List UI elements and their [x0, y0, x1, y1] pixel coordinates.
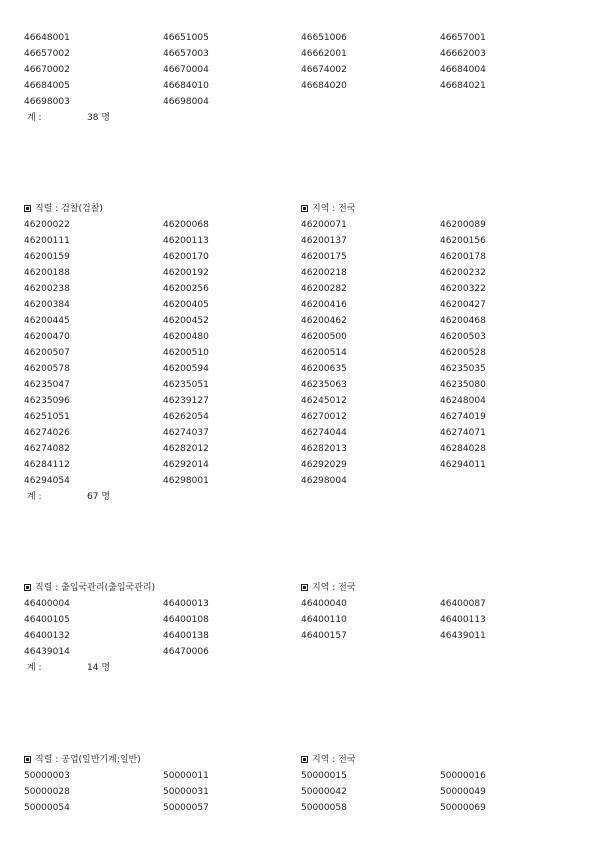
exam-number: 46282013: [301, 444, 347, 454]
number-grid: [24, 768, 584, 816]
number-row: [24, 46, 584, 62]
exam-number: 46200282: [301, 284, 347, 294]
exam-number: 46274026: [24, 428, 70, 438]
section-header: [24, 201, 584, 217]
exam-number: 46251051: [24, 412, 70, 422]
exam-number: 46200188: [24, 268, 70, 278]
exam-number: 50000042: [301, 787, 347, 797]
exam-number: 50000016: [440, 771, 486, 781]
exam-number: 46200470: [24, 332, 70, 342]
exam-number: 46200218: [301, 268, 347, 278]
number-row: [24, 441, 584, 457]
number-row: [24, 78, 584, 94]
exam-number: 46200192: [163, 268, 209, 278]
exam-number: 46200468: [440, 316, 486, 326]
exam-number: 46684005: [24, 81, 70, 91]
number-row: [24, 393, 584, 409]
exam-number: 46657002: [24, 49, 70, 59]
exam-number: 46400110: [301, 615, 347, 625]
exam-number: 46262054: [163, 412, 209, 422]
region-label: [301, 580, 356, 596]
number-row: [24, 313, 584, 329]
exam-number: 46200111: [24, 236, 70, 246]
number-row: [24, 473, 584, 489]
exam-number: 46674002: [301, 65, 347, 75]
number-row: [24, 62, 584, 78]
exam-number: 46200500: [301, 332, 347, 342]
number-row: [24, 249, 584, 265]
exam-number: 46235035: [440, 364, 486, 374]
exam-number: 46239127: [163, 396, 209, 406]
exam-number: 46648001: [24, 33, 70, 43]
exam-number: 50000069: [440, 803, 486, 813]
region-label-text: 지역 : 전국: [312, 583, 356, 593]
section-header: [24, 752, 584, 768]
filled-square-bullet-icon: [301, 756, 308, 763]
exam-number: 46248004: [440, 396, 486, 406]
exam-number: 46274044: [301, 428, 347, 438]
section-total: [24, 489, 584, 505]
exam-number: 50000058: [301, 803, 347, 813]
filled-square-bullet-icon: [24, 756, 31, 763]
exam-number: 46200068: [163, 220, 209, 230]
section-header: [24, 580, 584, 596]
exam-number: 46292029: [301, 460, 347, 470]
exam-number: 46698003: [24, 97, 70, 107]
result-section-prosecution: [24, 201, 584, 505]
exam-number: 46684004: [440, 65, 486, 75]
number-row: [24, 768, 584, 784]
exam-number: 46284112: [24, 460, 70, 470]
exam-number: 46200178: [440, 252, 486, 262]
exam-number: 46670004: [163, 65, 209, 75]
region-label: [301, 201, 356, 217]
number-row: [24, 425, 584, 441]
number-row: [24, 329, 584, 345]
exam-number: 46684020: [301, 81, 347, 91]
number-row: [24, 628, 584, 644]
section-total: [24, 660, 584, 676]
exam-number: 46245012: [301, 396, 347, 406]
number-row: [24, 612, 584, 628]
job-category-label-text: 직렬 : 출입국관리(출입국관리): [35, 583, 156, 593]
exam-number: 46400132: [24, 631, 70, 641]
exam-number: 46200175: [301, 252, 347, 262]
exam-number: 46200480: [163, 332, 209, 342]
exam-number: 46400105: [24, 615, 70, 625]
exam-number: 46200089: [440, 220, 486, 230]
number-row: [24, 265, 584, 281]
exam-number: 46400004: [24, 599, 70, 609]
exam-number: 46400013: [163, 599, 209, 609]
filled-square-bullet-icon: [24, 205, 31, 212]
exam-number: 46400157: [301, 631, 347, 641]
exam-number: 46235047: [24, 380, 70, 390]
exam-number: 46200384: [24, 300, 70, 310]
exam-number: 46235063: [301, 380, 347, 390]
exam-number: 46298004: [301, 476, 347, 486]
total-label: 계 :: [27, 492, 42, 502]
exam-number: 46651005: [163, 33, 209, 43]
filled-square-bullet-icon: [301, 584, 308, 591]
result-section-continued: [24, 30, 584, 126]
number-row: [24, 94, 584, 110]
exam-number: 46235096: [24, 396, 70, 406]
exam-number: 46200022: [24, 220, 70, 230]
exam-number: 46200238: [24, 284, 70, 294]
total-label: 계 :: [27, 113, 42, 123]
exam-number: 46274037: [163, 428, 209, 438]
exam-number: 46200427: [440, 300, 486, 310]
exam-number: 46670002: [24, 65, 70, 75]
exam-number: 46294011: [440, 460, 486, 470]
total-count: 38 명: [87, 113, 111, 123]
exam-number: 46200113: [163, 236, 209, 246]
number-row: [24, 217, 584, 233]
exam-number: 50000031: [163, 787, 209, 797]
number-row: [24, 233, 584, 249]
exam-number: 46274071: [440, 428, 486, 438]
exam-number: 46200578: [24, 364, 70, 374]
exam-number: 46657001: [440, 33, 486, 43]
exam-number: 46200071: [301, 220, 347, 230]
exam-number: 46698004: [163, 97, 209, 107]
exam-number: 46662001: [301, 49, 347, 59]
number-row: [24, 30, 584, 46]
exam-number: 46200594: [163, 364, 209, 374]
job-category-label: [24, 580, 155, 596]
exam-number: 46400087: [440, 599, 486, 609]
exam-number: 46235051: [163, 380, 209, 390]
exam-number: 46200514: [301, 348, 347, 358]
exam-number: 46200159: [24, 252, 70, 262]
exam-number: 46651006: [301, 33, 347, 43]
number-row: [24, 409, 584, 425]
number-grid: [24, 596, 584, 660]
job-category-label: [24, 201, 103, 217]
exam-number: 46439014: [24, 647, 70, 657]
number-row: [24, 345, 584, 361]
exam-number: 46298001: [163, 476, 209, 486]
exam-number: 46235080: [440, 380, 486, 390]
exam-number: 46200232: [440, 268, 486, 278]
exam-number: 46200635: [301, 364, 347, 374]
number-row: [24, 800, 584, 816]
exam-number: 46274019: [440, 412, 486, 422]
number-grid: [24, 30, 584, 110]
exam-number: 46200445: [24, 316, 70, 326]
exam-number: 46200510: [163, 348, 209, 358]
number-row: [24, 644, 584, 660]
exam-number: 46200462: [301, 316, 347, 326]
job-category-label-text: 직렬 : 공업(일반기계:일반): [35, 755, 141, 765]
exam-number: 46200137: [301, 236, 347, 246]
exam-number: 46400138: [163, 631, 209, 641]
exam-number: 50000057: [163, 803, 209, 813]
number-row: [24, 596, 584, 612]
exam-number: 46200322: [440, 284, 486, 294]
exam-number: 46200170: [163, 252, 209, 262]
number-row: [24, 361, 584, 377]
exam-number: 46200452: [163, 316, 209, 326]
exam-number: 50000011: [163, 771, 209, 781]
exam-number: 50000015: [301, 771, 347, 781]
exam-number: 46200416: [301, 300, 347, 310]
region-label-text: 지역 : 전국: [312, 755, 356, 765]
number-row: [24, 457, 584, 473]
number-row: [24, 297, 584, 313]
exam-number: 46294054: [24, 476, 70, 486]
exam-number: 46200507: [24, 348, 70, 358]
exam-number: 46400113: [440, 615, 486, 625]
exam-number: 46684021: [440, 81, 486, 91]
exam-number: 46200503: [440, 332, 486, 342]
exam-number: 46200528: [440, 348, 486, 358]
exam-number: 46470006: [163, 647, 209, 657]
filled-square-bullet-icon: [301, 205, 308, 212]
exam-number: 46200156: [440, 236, 486, 246]
exam-number: 46200405: [163, 300, 209, 310]
number-grid: [24, 217, 584, 489]
exam-number: 50000049: [440, 787, 486, 797]
region-label-text: 지역 : 전국: [312, 204, 356, 214]
job-category-label: [24, 752, 141, 768]
filled-square-bullet-icon: [24, 584, 31, 591]
exam-number: 46282012: [163, 444, 209, 454]
region-label: [301, 752, 356, 768]
number-row: [24, 784, 584, 800]
total-count: 67 명: [87, 492, 111, 502]
exam-number: 46400040: [301, 599, 347, 609]
exam-number: 46292014: [163, 460, 209, 470]
exam-number: 46274082: [24, 444, 70, 454]
number-row: [24, 377, 584, 393]
exam-number: 46684010: [163, 81, 209, 91]
exam-number: 46657003: [163, 49, 209, 59]
total-label: 계 :: [27, 663, 42, 673]
exam-number: 46284028: [440, 444, 486, 454]
number-row: [24, 281, 584, 297]
result-section-mechanical: [24, 752, 584, 816]
exam-number: 50000028: [24, 787, 70, 797]
exam-number: 46662003: [440, 49, 486, 59]
exam-number: 46270012: [301, 412, 347, 422]
exam-number: 46200256: [163, 284, 209, 294]
result-section-immigration: [24, 580, 584, 676]
exam-number: 46400108: [163, 615, 209, 625]
total-count: 14 명: [87, 663, 111, 673]
exam-number: 46439011: [440, 631, 486, 641]
exam-number: 50000003: [24, 771, 70, 781]
exam-number: 50000054: [24, 803, 70, 813]
section-total: [24, 110, 584, 126]
job-category-label-text: 직렬 : 검찰(검찰): [35, 204, 103, 214]
